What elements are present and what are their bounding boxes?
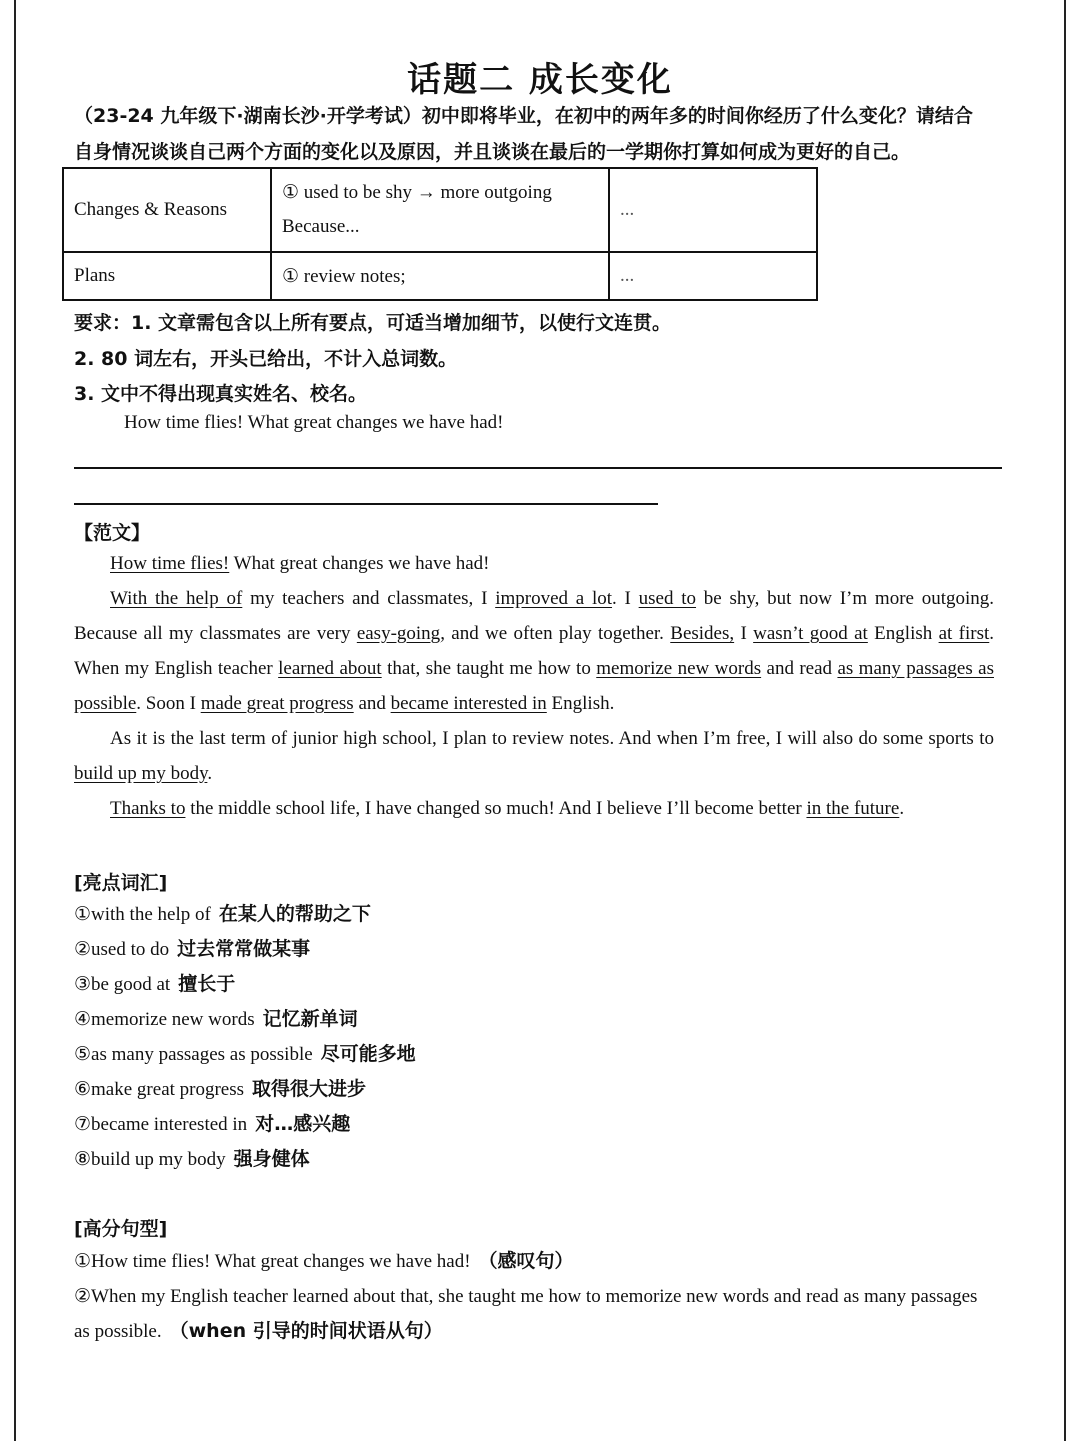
essay-opening: How time flies! What great changes we have had! — [124, 412, 504, 433]
vocab-en: ⑥make great progress — [74, 1079, 245, 1100]
requirement-2: 2. 80 词左右，开头已给出，不计入总词数。 — [74, 348, 458, 370]
essay-paragraph — [74, 721, 994, 791]
vocab-en: ⑧build up my body — [74, 1149, 226, 1170]
vocab-item — [74, 1037, 416, 1072]
table-row-changes — [63, 168, 817, 252]
essay-text: . When my English teacher — [74, 623, 995, 679]
vocab-item — [74, 967, 416, 1002]
highlight-phrase: Thanks to — [110, 798, 186, 819]
vocab-en: ②used to do — [74, 939, 170, 960]
essay-text: English. — [546, 693, 615, 714]
highlight-phrase: How time flies! — [110, 553, 230, 574]
highlight-phrase: improved a lot — [495, 588, 613, 609]
page-edge-right — [1064, 0, 1066, 1441]
writing-line — [74, 467, 1002, 469]
table-cell-label: Plans — [63, 252, 271, 300]
essay-paragraph — [74, 581, 994, 721]
highlight-phrase: With the help of — [110, 588, 243, 609]
essay-text: be shy, but now I’m more outgoing. Because all my classmates are very — [74, 588, 995, 644]
table-cell-more: ... — [609, 252, 817, 300]
vocab-en: ④memorize new words — [74, 1009, 255, 1030]
reason-item: Because... — [282, 216, 360, 237]
vocab-zh: 在某人的帮助之下 — [218, 903, 371, 925]
vocab-zh: 过去常常做某事 — [177, 938, 311, 960]
essay-text: English — [867, 623, 939, 644]
change-item: ① used to be shy → more outgoing — [282, 182, 552, 203]
vocab-list — [74, 897, 416, 1177]
requirement-1: 要求：1. 文章需包含以上所有要点，可适当增加细节，以使行文连贯。 — [74, 312, 672, 334]
vocab-zh: 尽可能多地 — [320, 1043, 416, 1065]
highlight-phrase: as many passages as possible — [74, 658, 994, 714]
highlight-phrase: build up my body — [74, 763, 208, 784]
sentence-list — [74, 1244, 994, 1349]
highlight-phrase: made great progress — [200, 693, 354, 714]
highlight-phrase: wasn’t good at — [753, 623, 868, 644]
table-cell-label: Changes & Reasons — [63, 168, 271, 252]
vocab-en: ③be good at — [74, 974, 171, 995]
writing-line — [74, 503, 658, 505]
table-cell-item: ① review notes; — [271, 252, 609, 300]
highlight-phrase: Besides, — [670, 623, 735, 644]
requirement-3: 3. 文中不得出现真实姓名、校名。 — [74, 383, 368, 405]
vocab-en: ⑤as many passages as possible — [74, 1044, 313, 1065]
table-row-plans — [63, 252, 817, 300]
highlight-phrase: used to — [638, 588, 697, 609]
sentence-item — [74, 1279, 994, 1349]
highlight-phrase: learned about — [278, 658, 382, 679]
sentence-note: （when 引导的时间状语从句） — [169, 1320, 443, 1342]
vocab-en: ⑦became interested in — [74, 1114, 248, 1135]
essay-text: I — [734, 623, 754, 644]
sentence-note: （感叹句） — [478, 1250, 574, 1272]
sample-heading: 【范文】 — [74, 522, 151, 544]
prompt-line-2: 自身情况谈谈自己两个方面的变化以及原因，并且谈谈在最后的一学期你打算如何成为更好的自己。 — [74, 141, 911, 163]
essay-text: that, she taught me how to — [381, 658, 597, 679]
essay-text: , and we often play together. — [440, 623, 671, 644]
essay-text: . — [207, 763, 213, 784]
vocab-item — [74, 1107, 416, 1142]
outline-table — [62, 167, 818, 301]
essay-paragraph — [74, 546, 994, 581]
vocab-item — [74, 1002, 416, 1037]
vocab-heading: [亮点词汇] — [74, 872, 168, 894]
page-title: 话题二 成长变化 — [407, 60, 673, 100]
sentences-heading: [高分句型] — [74, 1218, 168, 1240]
essay-text: and read — [761, 658, 838, 679]
prompt-line-1: （23-24 九年级下·湖南长沙·开学考试）初中即将毕业，在初中的两年多的时间你经历了什么变化？请结合 — [74, 105, 973, 127]
highlight-phrase: became interested in — [390, 693, 547, 714]
vocab-zh: 对…感兴趣 — [255, 1113, 351, 1135]
vocab-item — [74, 1072, 416, 1107]
vocab-item — [74, 932, 416, 967]
page-edge-left — [14, 0, 16, 1441]
vocab-item — [74, 1142, 416, 1177]
essay-text: the middle school life, I have changed so much! And I believe I’ll become better — [185, 798, 807, 819]
vocab-en: ①with the help of — [74, 904, 211, 925]
highlight-phrase: at first — [938, 623, 990, 644]
vocab-zh: 强身健体 — [233, 1148, 310, 1170]
highlight-phrase: easy-going — [356, 623, 441, 644]
highlight-phrase: in the future — [806, 798, 900, 819]
essay-text: my teachers and classmates, I — [242, 588, 496, 609]
vocab-zh: 擅长于 — [178, 973, 236, 995]
vocab-item — [74, 897, 416, 932]
essay-text: . I — [612, 588, 639, 609]
essay-text: What great changes we have had! — [229, 553, 490, 574]
sample-essay — [74, 546, 994, 826]
vocab-zh: 取得很大进步 — [252, 1078, 367, 1100]
essay-text: and — [353, 693, 391, 714]
sentence-item — [74, 1244, 994, 1279]
sentence-en: ①How time flies! What great changes we have had! — [74, 1251, 471, 1272]
essay-paragraph — [74, 791, 994, 826]
sentence-en: ②When my English teacher learned about that, she taught me how to memorize new words and read as many passages as possible. — [74, 1286, 978, 1342]
essay-text: As it is the last term of junior high school, I plan to review notes. And when I’m free, I will also do some sports to — [110, 728, 994, 749]
vocab-zh: 记忆新单词 — [262, 1008, 358, 1030]
essay-text: . — [899, 798, 905, 819]
table-cell-item — [271, 168, 609, 252]
table-cell-more: ... — [609, 168, 817, 252]
essay-text: . Soon I — [136, 693, 201, 714]
highlight-phrase: memorize new words — [596, 658, 762, 679]
